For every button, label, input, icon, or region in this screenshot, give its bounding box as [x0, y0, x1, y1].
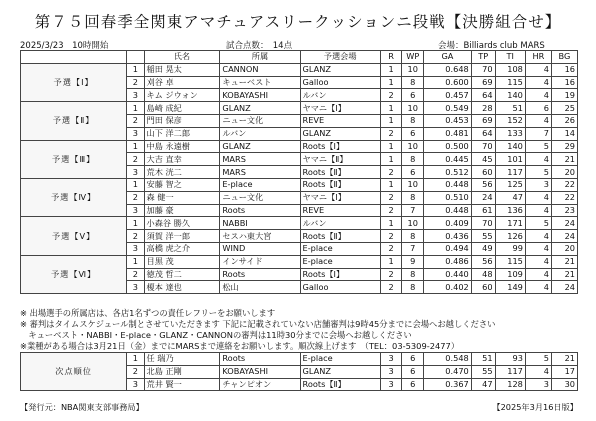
cell-hr: 4	[525, 63, 551, 76]
cell-tp: 70	[471, 63, 495, 76]
cell-round: 1	[380, 63, 402, 76]
header-hr: HR	[525, 51, 551, 64]
cell-wp: 8	[402, 281, 424, 294]
cell-bg: 16	[551, 76, 577, 89]
cell-ga: 0.486	[424, 255, 472, 268]
cell-wp: 10	[402, 217, 424, 230]
cell-ti: 51	[495, 102, 525, 115]
cell-qualifier-venue: ルバン	[300, 89, 380, 102]
group-label: 予選【Ⅳ】	[21, 178, 127, 216]
cell-tp: 64	[471, 89, 495, 102]
cell-rank: 1	[127, 178, 144, 191]
cell-round: 1	[380, 217, 402, 230]
cell-hr: 4	[525, 242, 551, 255]
cell-round: 2	[380, 230, 402, 243]
cell-ga: 0.457	[424, 89, 472, 102]
cell-ti: 136	[495, 204, 525, 217]
cell-wp: 8	[402, 268, 424, 281]
cell-affiliation: Roots	[220, 268, 300, 281]
cell-name: 須賀 洋一郎	[144, 230, 220, 243]
cell-ga: 0.470	[424, 365, 472, 378]
cell-tp: 47	[471, 378, 495, 391]
cell-qualifier-venue: REVE	[300, 204, 380, 217]
cell-affiliation: ルバン	[220, 127, 300, 140]
cell-hr: 4	[525, 153, 551, 166]
header-tp: TP	[471, 51, 495, 64]
cell-tp: 24	[471, 191, 495, 204]
page-title: 第７５回春季全関東アマチュアスリークッションニ段戦【決勝組合せ】	[34, 13, 562, 31]
cell-hr: 4	[525, 268, 551, 281]
cell-qualifier-venue: Roots【Ⅰ】	[300, 140, 380, 153]
cell-wp: 8	[402, 230, 424, 243]
alternates-table	[20, 352, 578, 391]
cell-bg: 23	[551, 204, 577, 217]
cell-round: 2	[380, 242, 402, 255]
header-round: R	[380, 51, 402, 64]
cell-ti: 47	[495, 191, 525, 204]
cell-qualifier-venue: GLANZ	[300, 63, 380, 76]
cell-rank: 3	[127, 127, 144, 140]
cell-rank: 1	[127, 353, 144, 366]
cell-name: 荒井 賢一	[144, 378, 220, 391]
cell-wp: 6	[402, 127, 424, 140]
cell-round: 3	[380, 365, 402, 378]
cell-qualifier-venue: GLANZ	[300, 127, 380, 140]
cell-hr: 7	[525, 127, 551, 140]
cell-bg: 26	[551, 114, 577, 127]
cell-rank: 2	[127, 365, 144, 378]
cell-round: 2	[380, 268, 402, 281]
cell-ga: 0.600	[424, 76, 472, 89]
cell-tp: 45	[471, 153, 495, 166]
cell-qualifier-venue: Roots【Ⅱ】	[300, 230, 380, 243]
cell-ti: 126	[495, 230, 525, 243]
header-bg: BG	[551, 51, 577, 64]
cell-ti: 140	[495, 140, 525, 153]
cell-affiliation: KOBAYASHI	[220, 89, 300, 102]
header-group	[21, 51, 127, 64]
cell-tp: 70	[471, 140, 495, 153]
cell-qualifier-venue: E-place	[300, 242, 380, 255]
cell-affiliation: Roots	[220, 204, 300, 217]
cell-wp: 8	[402, 191, 424, 204]
cell-rank: 3	[127, 242, 144, 255]
cell-round: 3	[380, 353, 402, 366]
cell-hr: 4	[525, 204, 551, 217]
cell-ti: 99	[495, 242, 525, 255]
cell-ti: 109	[495, 268, 525, 281]
group-label: 予選【Ⅵ】	[21, 255, 127, 293]
cell-qualifier-venue: Galloo	[300, 281, 380, 294]
cell-name: 北島 正剛	[144, 365, 220, 378]
cell-round: 1	[380, 114, 402, 127]
cell-rank: 3	[127, 166, 144, 179]
cell-qualifier-venue: E-place	[300, 353, 380, 366]
cell-affiliation: GLANZ	[220, 140, 300, 153]
cell-name: 刈谷 卓	[144, 76, 220, 89]
header-qualifier-venue: 予選会場	[300, 51, 380, 64]
cell-hr: 4	[525, 191, 551, 204]
cell-tp: 70	[471, 217, 495, 230]
cell-name: 任 瑞乃	[144, 353, 220, 366]
cell-ga: 0.549	[424, 102, 472, 115]
cell-hr: 4	[525, 76, 551, 89]
header-name: 氏名	[144, 51, 220, 64]
cell-affiliation: 松山	[220, 281, 300, 294]
cell-tp: 56	[471, 255, 495, 268]
table-row	[21, 255, 578, 268]
cell-affiliation: KOBAYASHI	[220, 365, 300, 378]
cell-tp: 49	[471, 242, 495, 255]
cell-affiliation: NABBI	[220, 217, 300, 230]
publisher: 【発行元：NBA関東支部事務局】	[20, 402, 144, 412]
cell-hr: 3	[525, 378, 551, 391]
cell-affiliation: MARS	[220, 166, 300, 179]
group-label: 予選【Ⅴ】	[21, 217, 127, 255]
cell-ga: 0.453	[424, 114, 472, 127]
cell-wp: 8	[402, 114, 424, 127]
cell-tp: 60	[471, 166, 495, 179]
note-2: ※ 審判はタイムスケジュール制とさせていただきます 下記に記載されていない店舗審判は9時45分までに会場へお越しください	[20, 319, 496, 329]
cell-affiliation: チャンピオン	[220, 378, 300, 391]
cell-ga: 0.481	[424, 127, 472, 140]
cell-bg: 29	[551, 140, 577, 153]
header-rank	[127, 51, 144, 64]
cell-ga: 0.548	[424, 353, 472, 366]
cell-round: 1	[380, 102, 402, 115]
cell-wp: 8	[402, 153, 424, 166]
cell-rank: 1	[127, 140, 144, 153]
cell-rank: 2	[127, 76, 144, 89]
cell-ti: 128	[495, 378, 525, 391]
note-3: キューベスト・NABBI・E-place・GLANZ・CANNONの審判は11時30分までに会場へお越しください	[20, 330, 412, 340]
cell-name: 加藤 豪	[144, 204, 220, 217]
cell-affiliation: GLANZ	[220, 102, 300, 115]
cell-qualifier-venue: ヤマニ【Ⅰ】	[300, 102, 380, 115]
cell-ti: 93	[495, 353, 525, 366]
cell-wp: 10	[402, 140, 424, 153]
cell-hr: 5	[525, 140, 551, 153]
cell-name: 荒木 洸二	[144, 166, 220, 179]
cell-affiliation: MARS	[220, 153, 300, 166]
cell-ga: 0.436	[424, 230, 472, 243]
cell-round: 2	[380, 89, 402, 102]
cell-ga: 0.367	[424, 378, 472, 391]
cell-hr: 4	[525, 230, 551, 243]
cell-ti: 101	[495, 153, 525, 166]
cell-name: 徳茂 哲二	[144, 268, 220, 281]
cell-name: 中島 永遠樹	[144, 140, 220, 153]
cell-ti: 108	[495, 63, 525, 76]
cell-bg: 24	[551, 217, 577, 230]
cell-hr: 4	[525, 89, 551, 102]
cell-tp: 69	[471, 76, 495, 89]
cell-ga: 0.448	[424, 178, 472, 191]
cell-wp: 7	[402, 242, 424, 255]
cell-ga: 0.402	[424, 281, 472, 294]
cell-bg: 14	[551, 127, 577, 140]
cell-name: 稲田 晃太	[144, 63, 220, 76]
cell-bg: 30	[551, 378, 577, 391]
cell-rank: 2	[127, 230, 144, 243]
cell-name: 島崎 成紀	[144, 102, 220, 115]
cell-rank: 1	[127, 63, 144, 76]
cell-wp: 6	[402, 378, 424, 391]
cell-round: 1	[380, 153, 402, 166]
cell-bg: 20	[551, 242, 577, 255]
cell-qualifier-venue: Roots【Ⅱ】	[300, 378, 380, 391]
cell-tp: 64	[471, 127, 495, 140]
cell-ti: 171	[495, 217, 525, 230]
cell-name: 大吉 直幸	[144, 153, 220, 166]
cell-name: 安藤 智之	[144, 178, 220, 191]
cell-ti: 115	[495, 76, 525, 89]
cell-qualifier-venue: Roots【Ⅰ】	[300, 268, 380, 281]
cell-rank: 1	[127, 217, 144, 230]
cell-ga: 0.448	[424, 204, 472, 217]
table-row	[21, 102, 578, 115]
cell-affiliation: Roots	[220, 353, 300, 366]
cell-round: 2	[380, 281, 402, 294]
cell-ga: 0.440	[424, 268, 472, 281]
cell-qualifier-venue: ヤマニ【Ⅱ】	[300, 153, 380, 166]
cell-qualifier-venue: REVE	[300, 114, 380, 127]
cell-qualifier-venue: Roots【Ⅱ】	[300, 178, 380, 191]
cell-rank: 3	[127, 378, 144, 391]
cell-rank: 3	[127, 204, 144, 217]
cell-rank: 2	[127, 114, 144, 127]
cell-tp: 55	[471, 230, 495, 243]
header-ti: TI	[495, 51, 525, 64]
table-row	[21, 217, 578, 230]
cell-name: 目黒 茂	[144, 255, 220, 268]
cell-hr: 6	[525, 102, 551, 115]
cell-ti: 149	[495, 281, 525, 294]
header-wp: WP	[402, 51, 424, 64]
cell-round: 2	[380, 204, 402, 217]
table-row	[21, 178, 578, 191]
cell-affiliation: キューベスト	[220, 76, 300, 89]
cell-bg: 21	[551, 268, 577, 281]
cell-round: 1	[380, 255, 402, 268]
cell-wp: 10	[402, 63, 424, 76]
cell-wp: 10	[402, 102, 424, 115]
cell-ga: 0.512	[424, 166, 472, 179]
cell-qualifier-venue: Galloo	[300, 76, 380, 89]
cell-tp: 61	[471, 204, 495, 217]
header-affiliation: 所属	[220, 51, 300, 64]
cell-qualifier-venue: E-place	[300, 255, 380, 268]
cell-qualifier-venue: Roots【Ⅱ】	[300, 166, 380, 179]
cell-wp: 6	[402, 166, 424, 179]
note-1: ※ 出場選手の所属店は、各店1名ずつの責任レフリーをお願いします	[20, 308, 276, 318]
cell-name: 榎本 達也	[144, 281, 220, 294]
cell-qualifier-venue: ルバン	[300, 217, 380, 230]
cell-round: 1	[380, 76, 402, 89]
cell-hr: 4	[525, 255, 551, 268]
cell-rank: 1	[127, 102, 144, 115]
cell-round: 1	[380, 178, 402, 191]
group-label: 予選【Ⅰ】	[21, 63, 127, 101]
cell-round: 1	[380, 140, 402, 153]
cell-name: 高橋 虎之介	[144, 242, 220, 255]
cell-name: 山下 洋二郎	[144, 127, 220, 140]
cell-ga: 0.445	[424, 153, 472, 166]
cell-ga: 0.409	[424, 217, 472, 230]
cell-round: 2	[380, 127, 402, 140]
group-label: 次点順位	[21, 353, 127, 391]
cell-wp: 6	[402, 365, 424, 378]
cell-affiliation: WIND	[220, 242, 300, 255]
cell-name: 門田 保彦	[144, 114, 220, 127]
cell-hr: 4	[525, 365, 551, 378]
cell-hr: 3	[525, 178, 551, 191]
bracket-table	[20, 50, 578, 294]
cell-tp: 48	[471, 268, 495, 281]
cell-tp: 28	[471, 102, 495, 115]
table-row	[21, 140, 578, 153]
note-4: ※業種がある場合は3月21日（金）までにMARSまで連絡をお願いします。順次線上げます （TEL：03-5309-2477）	[20, 341, 460, 351]
cell-bg: 21	[551, 153, 577, 166]
cell-bg: 25	[551, 102, 577, 115]
table-row	[21, 353, 578, 366]
cell-wp: 8	[402, 76, 424, 89]
cell-name: 小森谷 勝久	[144, 217, 220, 230]
cell-name: 森 健一	[144, 191, 220, 204]
cell-bg: 20	[551, 166, 577, 179]
cell-tp: 55	[471, 365, 495, 378]
table-row	[21, 63, 578, 76]
cell-ti: 117	[495, 166, 525, 179]
cell-wp: 6	[402, 89, 424, 102]
match-points: 試合点数： 14点	[226, 41, 293, 51]
cell-bg: 21	[551, 353, 577, 366]
cell-ga: 0.500	[424, 140, 472, 153]
cell-qualifier-venue: ヤマニ【Ⅰ】	[300, 191, 380, 204]
cell-ti: 152	[495, 114, 525, 127]
cell-bg: 19	[551, 89, 577, 102]
cell-affiliation: ニュー文化	[220, 191, 300, 204]
version-date: 【2025年3月16日版】	[492, 402, 578, 412]
cell-wp: 6	[402, 353, 424, 366]
group-label: 予選【Ⅱ】	[21, 102, 127, 140]
cell-bg: 17	[551, 365, 577, 378]
header-ga: GA	[424, 51, 472, 64]
cell-tp: 56	[471, 178, 495, 191]
cell-ga: 0.648	[424, 63, 472, 76]
cell-ti: 115	[495, 255, 525, 268]
cell-ti: 133	[495, 127, 525, 140]
cell-wp: 10	[402, 178, 424, 191]
venue: 会場：Billiards club MARS	[438, 41, 545, 51]
cell-hr: 4	[525, 281, 551, 294]
cell-ti: 117	[495, 365, 525, 378]
cell-wp: 9	[402, 255, 424, 268]
cell-rank: 3	[127, 89, 144, 102]
cell-hr: 5	[525, 166, 551, 179]
cell-affiliation: インサイド	[220, 255, 300, 268]
cell-bg: 24	[551, 230, 577, 243]
cell-affiliation: E-place	[220, 178, 300, 191]
cell-round: 2	[380, 191, 402, 204]
cell-round: 2	[380, 166, 402, 179]
cell-hr: 5	[525, 353, 551, 366]
cell-ti: 140	[495, 89, 525, 102]
cell-ga: 0.510	[424, 191, 472, 204]
cell-affiliation: ニュー文化	[220, 114, 300, 127]
event-date: 2025/3/23 10時開始	[20, 41, 109, 51]
header-row	[21, 51, 578, 64]
group-label: 予選【Ⅲ】	[21, 140, 127, 178]
cell-hr: 4	[525, 114, 551, 127]
cell-bg: 24	[551, 281, 577, 294]
cell-bg: 22	[551, 178, 577, 191]
cell-ga: 0.494	[424, 242, 472, 255]
cell-wp: 7	[402, 204, 424, 217]
cell-rank: 1	[127, 255, 144, 268]
cell-name: キム ジウォン	[144, 89, 220, 102]
cell-hr: 5	[525, 217, 551, 230]
cell-tp: 51	[471, 353, 495, 366]
cell-round: 3	[380, 378, 402, 391]
cell-qualifier-venue: GLANZ	[300, 365, 380, 378]
cell-ti: 125	[495, 178, 525, 191]
cell-rank: 2	[127, 153, 144, 166]
cell-bg: 16	[551, 63, 577, 76]
cell-rank: 3	[127, 281, 144, 294]
cell-affiliation: セスハ東大宮	[220, 230, 300, 243]
cell-bg: 22	[551, 191, 577, 204]
cell-bg: 21	[551, 255, 577, 268]
cell-tp: 60	[471, 281, 495, 294]
cell-affiliation: CANNON	[220, 63, 300, 76]
cell-tp: 69	[471, 114, 495, 127]
cell-rank: 2	[127, 191, 144, 204]
cell-rank: 2	[127, 268, 144, 281]
